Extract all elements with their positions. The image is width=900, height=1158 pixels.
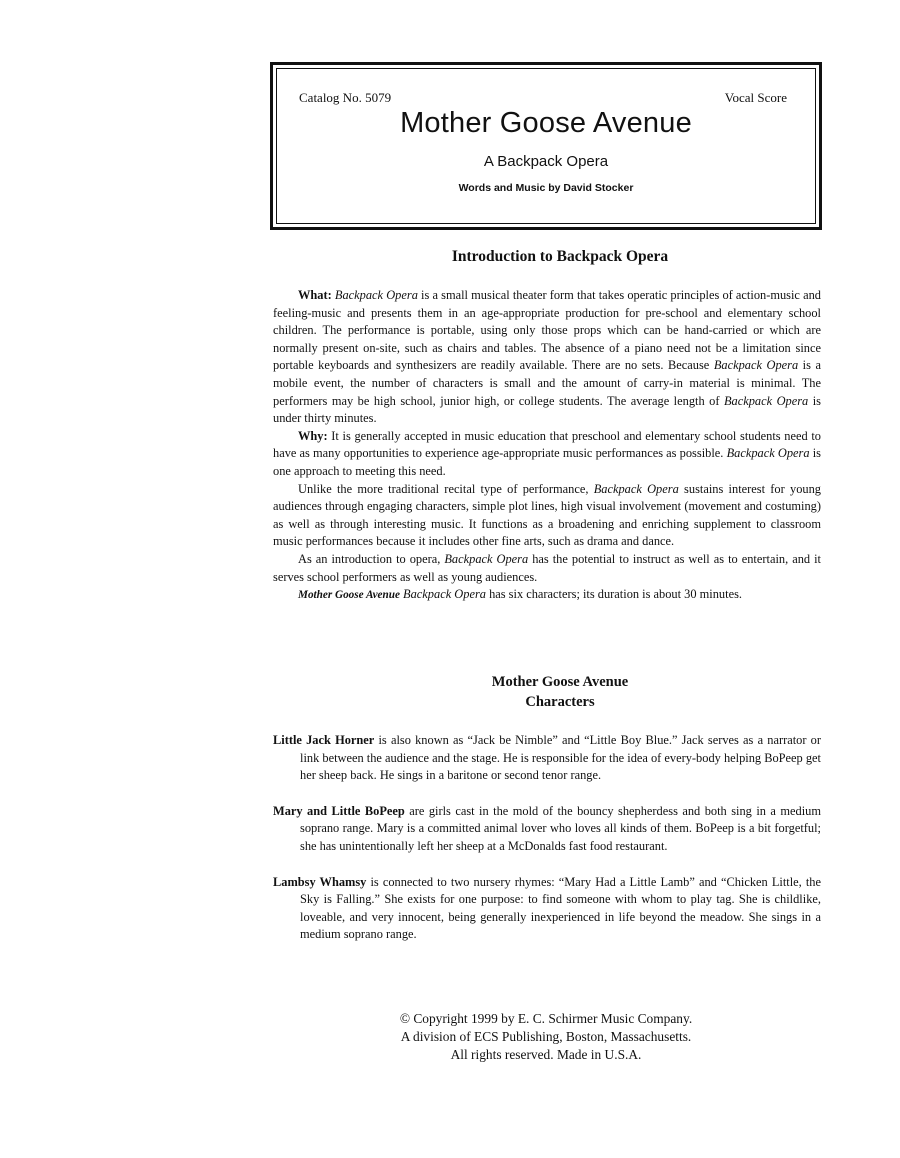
character-entry [273, 803, 821, 856]
paragraph-text: has the potential to instruct as well as to entertain, and it serves school performers as well as young audiences. [273, 551, 821, 584]
intro-paragraph-what [273, 287, 821, 428]
intro-paragraph-why [273, 428, 821, 481]
characters-heading-label: Characters [525, 693, 595, 710]
paragraph-text: sustains interest for young audiences through engaging characters, simple plot lines, high visual involvement (movement and costuming) as well as through interesting music. It functions as a broadening and enriching supplement to classroom music performances because it includes other fine arts, such as drama and dance. [273, 481, 821, 549]
paragraph-text: is under thirty minutes. [273, 393, 821, 426]
character-entry [273, 732, 821, 785]
character-description: is also known as “Jack be Nimble” and “Little Boy Blue.” Jack serves as a narrator or link between the audience and the stage. He is responsible for the idea of every-body helping BoPeep get her sheep back. He sings in a baritone or second tenor range. [300, 733, 821, 783]
paragraph-text: is a small musical theater form that takes operatic principles of action-music and feeling-music and presents them in an age-appropriate production for pre-school and elementary school children. The performance is portable, using only those props which can be hand-carried or which are normally present on-site, such as chairs and tables. The absence of a piano need not be a limitation since portable keyboards and synthesizers are readily available. There are no sets. Because [273, 288, 821, 373]
characters-list [273, 732, 821, 962]
what-label: What: [298, 288, 332, 302]
paragraph-text: is one approach to meeting this need. [273, 446, 821, 478]
character-name: Lambsy Whamsy [273, 874, 367, 889]
italic-title: Backpack Opera [334, 288, 418, 302]
work-title: Mother Goose Avenue [400, 107, 692, 139]
composer-credit: Words and Music by David Stocker [458, 182, 634, 194]
character-description: are girls cast in the mold of the bouncy shepherdess and both sing in a medium soprano range. Mary is a committed animal lover who loves all kinds of them. BoPeep is a bit forgetful; she has unintentionally left her sheep at a McDonalds fast food restaurant. [300, 803, 821, 853]
characters-heading-title: Mother Goose Avenue [491, 674, 629, 690]
rights-line: All rights reserved. Made in U.S.A. [450, 1046, 642, 1062]
italic-title: Backpack Opera [713, 358, 799, 373]
intro-paragraph-as [273, 551, 821, 586]
character-description: is connected to two nursery rhymes: “Mary Had a Little Lamb” and “Chicken Little, the Sky is Falling.” She exists for one purpose: to find someone with whom to play tag. She is childlike, loveable, and very innocent, being generally inexperienced in life beyond the meadow. She sings in a medium soprano range. [300, 874, 821, 942]
italic-title: Backpack Opera [723, 393, 809, 408]
work-subtitle: A Backpack Opera [483, 153, 609, 170]
character-entry [273, 874, 821, 944]
title-box [270, 62, 822, 230]
italic-title: Backpack Opera [726, 446, 810, 461]
character-name: Mary and Little BoPeep [273, 803, 405, 818]
publisher-line: A division of ECS Publishing, Boston, Massachusetts. [400, 1028, 692, 1044]
paragraph-text: has six characters; its duration is about 30 minutes. [485, 587, 742, 602]
intro-paragraph-duration [273, 586, 821, 605]
paragraph-text: It is generally accepted in music education that preschool and elementary school students need to have as many opportunities to experience age-appropriate music performances as possible. [273, 428, 821, 461]
catalog-number: Catalog No. 5079 [299, 90, 392, 105]
characters-heading [440, 673, 680, 712]
work-title-inline: Mother Goose Avenue [298, 589, 400, 602]
intro-heading: Introduction to Backpack Opera [451, 248, 669, 265]
why-label: Why: [298, 428, 328, 443]
intro-paragraph-unlike [273, 481, 821, 551]
paragraph-text: Unlike the more traditional recital type of performance, [298, 481, 594, 496]
italic-title: Backpack Opera [444, 551, 529, 566]
copyright-notice [340, 1010, 752, 1063]
score-type: Vocal Score [724, 90, 787, 105]
copyright-line: © Copyright 1999 by E. C. Schirmer Music Company. [399, 1011, 693, 1026]
italic-title: Backpack Opera [403, 587, 486, 602]
italic-title: Backpack Opera [593, 481, 679, 496]
paragraph-text: As an introduction to opera, [298, 551, 445, 566]
intro-body [273, 287, 821, 605]
character-name: Little Jack Horner [273, 733, 375, 747]
paragraph-text: is a mobile event, the number of characters is small and the amount of carry-in material is minimal. The performers may be high school, junior high, or college students. The average length of [273, 358, 821, 408]
title-box-inner-border [276, 68, 816, 224]
